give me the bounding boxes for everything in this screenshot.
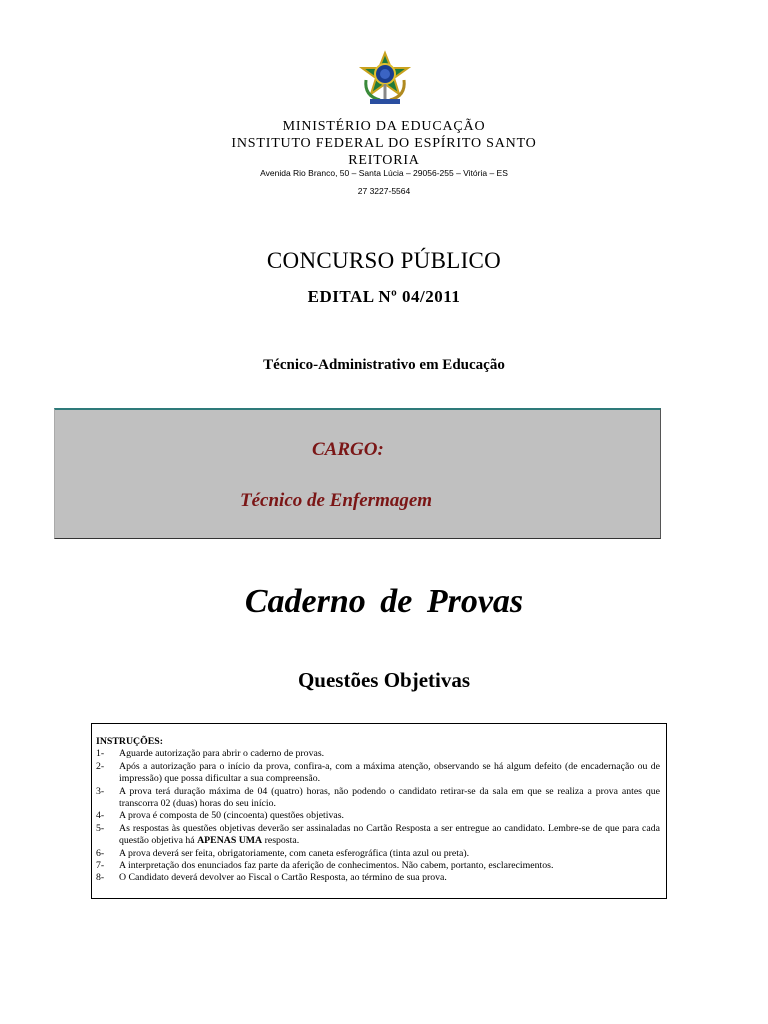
exam-category: Técnico-Administrativo em Educação — [263, 357, 505, 373]
instruction-item — [96, 860, 660, 872]
instruction-text: Após a autorização para o início da prova, confira-a, com a máxima atenção, observando se há algum defeito (de encadernação ou de impressão) que possa dificultar a sua compreensão. — [119, 760, 660, 785]
instruction-item — [96, 786, 660, 811]
instruction-number: 3- — [96, 785, 105, 797]
instruction-text: Aguarde autorização para abrir o caderno de provas. — [119, 748, 325, 760]
instruction-number: 8- — [96, 872, 105, 884]
instruction-item — [96, 872, 660, 884]
instruction-number: 7- — [96, 860, 105, 872]
coat-of-arms-icon — [356, 50, 414, 108]
instruction-number: 1- — [96, 748, 105, 760]
address: Avenida Rio Branco, 50 – Santa Lúcia – 29056-255 – Vitória – ES — [260, 168, 508, 178]
instruction-item — [96, 823, 660, 848]
instruction-text — [119, 823, 660, 848]
booklet-subtitle: Questões Objetivas — [297, 668, 471, 692]
instruction-text: A prova terá duração máxima de 04 (quatro) horas, não podendo o candidato retirar-se da sala em que se realiza a prova antes que transcorra 02 (duas) horas do seu início. — [119, 785, 660, 810]
cargo-box — [54, 408, 661, 539]
instructions-box — [91, 723, 667, 899]
phone: 27 3227-5564 — [357, 186, 411, 196]
instruction-text-part: resposta. — [262, 835, 300, 847]
institute-name: INSTITUTO FEDERAL DO ESPÍRITO SANTO — [231, 136, 537, 151]
instruction-item — [96, 810, 660, 822]
instruction-item — [96, 748, 660, 760]
booklet-title: Caderno de Provas — [244, 583, 524, 620]
instruction-number: 4- — [96, 810, 105, 822]
unit-name: REITORIA — [348, 153, 420, 168]
instruction-text-part: As respostas às questões objetivas deverão ser assinaladas no Cartão Resposta a ser entregue ao candidato. Lembre-se de que para cada questão objetiva há — [119, 822, 660, 847]
instruction-text: A prova é composta de 50 (cincoenta) questões objetivas. — [119, 810, 344, 822]
instruction-number: 6- — [96, 847, 105, 859]
instruction-number: 2- — [96, 760, 105, 772]
instruction-text: A interpretação dos enunciados faz parte da aferição de conhecimentos. Não cabem, portanto, esclarecimentos. — [119, 860, 554, 872]
instruction-number: 5- — [96, 822, 105, 834]
cargo-label: CARGO: — [312, 439, 384, 460]
instruction-emphasis: APENAS UMA — [197, 835, 263, 847]
ministry-name: MINISTÉRIO DA EDUCAÇÃO — [282, 119, 486, 134]
exam-title: CONCURSO PÚBLICO — [266, 248, 502, 273]
instruction-text: O Candidato deverá devolver ao Fiscal o Cartão Resposta, ao término de sua prova. — [119, 872, 447, 884]
edital-number: EDITAL Nº 04/2011 — [307, 287, 461, 306]
instructions-title: INSTRUÇÕES: — [96, 736, 163, 747]
cargo-name: Técnico de Enfermagem — [240, 490, 433, 511]
instruction-item — [96, 761, 660, 786]
instruction-item — [96, 848, 660, 860]
instruction-text: A prova deverá ser feita, obrigatoriamente, com caneta esferográfica (tinta azul ou preta). — [119, 847, 470, 859]
